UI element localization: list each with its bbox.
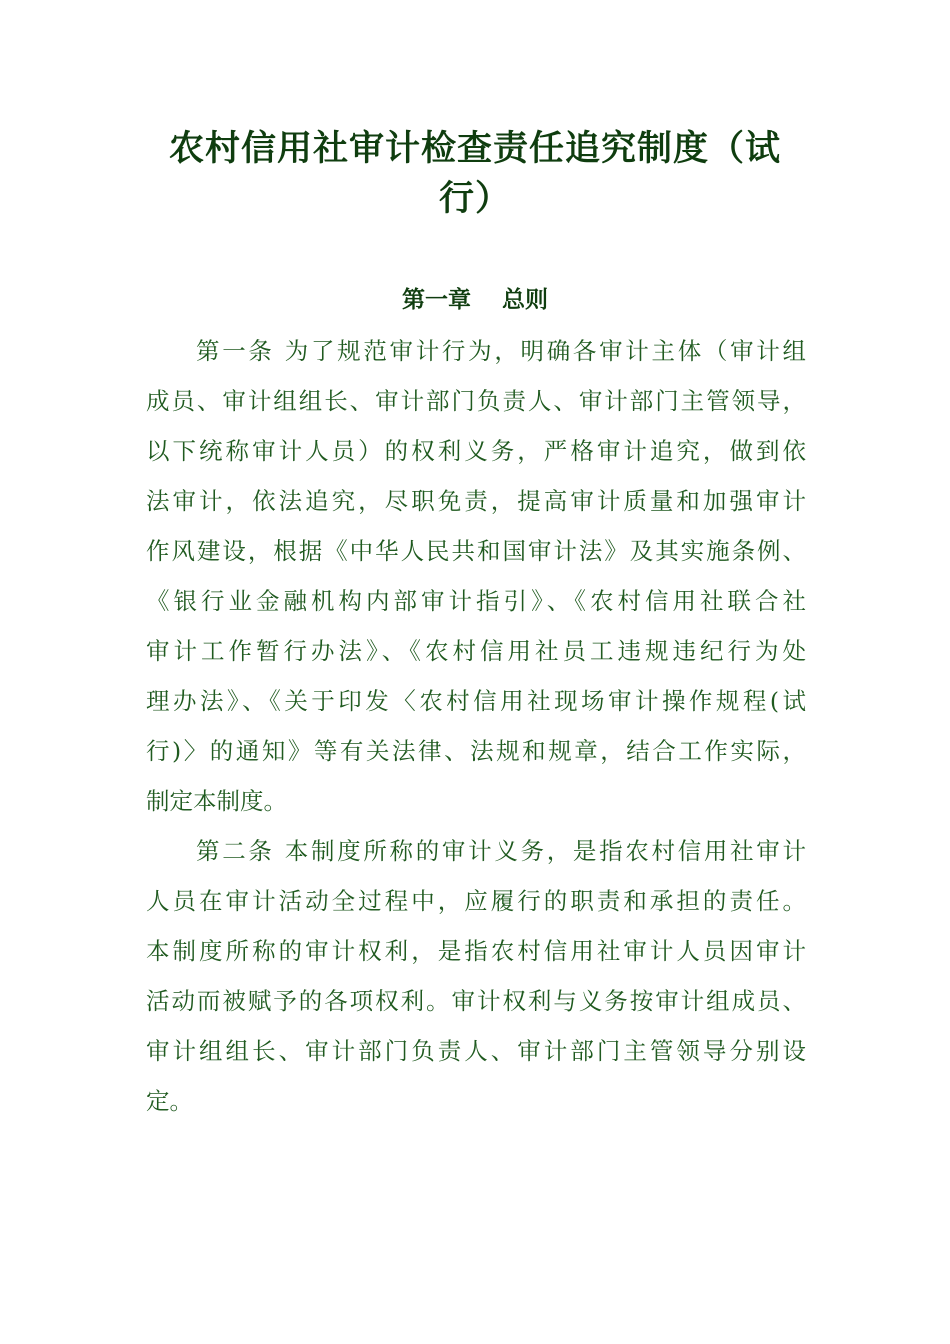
article-2-line: 第二条 本制度所称的审计义务，是指农村信用社审计	[196, 837, 806, 865]
article-1-line: 以下统称审计人员）的权利义务，严格审计追究，做到依	[146, 437, 806, 465]
title-line-2: 行）	[438, 178, 511, 219]
article-1-line: 作风建设，根据《中华人民共和国审计法》及其实施条例、	[146, 537, 806, 565]
article-1-line: 《银行业金融机构内部审计指引》、《农村信用社联合社	[146, 587, 806, 615]
article-2-line: 本制度所称的审计权利，是指农村信用社审计人员因审计	[146, 937, 806, 965]
article-2-line: 人员在审计活动全过程中，应履行的职责和承担的责任。	[146, 887, 806, 915]
article-1-line: 理办法》、《关于印发〈农村信用社现场审计操作规程(试	[146, 687, 806, 715]
title-line-1: 农村信用社审计检查责任追究制度（试	[168, 128, 781, 169]
article-2-line: 定。	[146, 1087, 193, 1115]
chapter-heading: 第一章 总则	[401, 286, 548, 313]
article-2-line: 审计组组长、审计部门负责人、审计部门主管领导分别设	[146, 1037, 806, 1065]
article-1-line: 成员、审计组组长、审计部门负责人、审计部门主管领导，	[146, 387, 806, 415]
article-1-line: 审计工作暂行办法》、《农村信用社员工违规违纪行为处	[146, 637, 806, 665]
article-1-line: 法审计，依法追究，尽职免责，提高审计质量和加强审计	[146, 487, 806, 515]
article-1-line: 行)〉的通知》等有关法律、法规和规章，结合工作实际，	[146, 737, 806, 765]
article-2-line: 活动而被赋予的各项权利。审计权利与义务按审计组成员、	[146, 987, 806, 1015]
article-1-line: 第一条 为了规范审计行为，明确各审计主体（审计组	[196, 337, 806, 365]
article-1-line: 制定本制度。	[146, 787, 287, 815]
document-title	[150, 124, 800, 224]
